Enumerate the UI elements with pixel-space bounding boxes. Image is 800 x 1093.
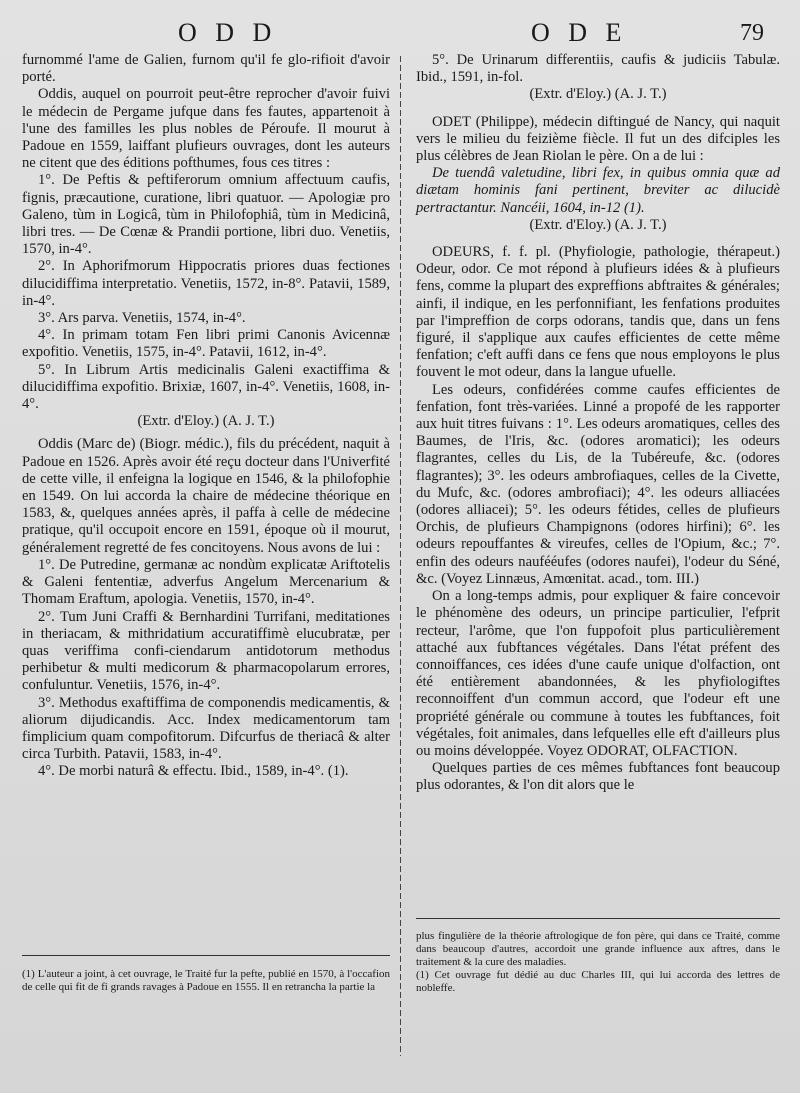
oddis-work-1: 1°. De Peftis & peftiferorum omnium affectuum caufis, fignis, præcautione, curatione, libri quatuor. — Apologiæ pro Galeno, tùm in Logicâ, tùm in Philofophiâ, tùm in Medicinâ, libri tres. — De Cœnæ & Prandii portione, libri duo. Venetiis, 1570, in-4°. [22,172,390,258]
oddis-work-2: 2°. In Aphorifmorum Hippocratis priores duas fectiones dilucidiffima interpretatio. Venetiis, 1572, in-8°. Patavii, 1589, in-4°. [22,258,390,309]
right-column [416,52,780,795]
urinarum-work: 5°. De Urinarum differentiis, caufis & judiciis Tabulæ. Ibid., 1591, in-fol. [416,52,780,86]
running-head-right: O D E [531,18,628,47]
running-head [0,18,800,52]
page-number: 79 [740,20,764,46]
right-footnote-rule [416,918,780,919]
odeurs-paragraph-4: Quelques parties de ces mêmes fubftances font beaucoup plus odorantes, & l'on dit alors que le [416,760,780,794]
left-footnote-text: (1) L'auteur a joint, à cet ouvrage, le Traité fur la pefte, publié en 1570, à l'occafion de celle qui fit de fi grands ravages à Padoue en 1555. Il en retrancha la partie la [22,968,390,993]
marc-work-3: 3°. Methodus exaftiffima de componendis medicamentis, & aliorum dijudicandis. Acc. Index medicamentorum tam fimplicium quam compofitorum. Difcurfus de theriacâ & alter circa Turbith. Patavii, 1583, in-4°. [22,694,390,763]
right-footnote-continued: plus fingulière de la théorie aftrologique de fon père, qui dans ce Traité, comme dans beaucoup d'autres, accordoit une grande influence aux aftres, dans le traitement & la cure des maladies. [416,930,780,968]
running-head-left: O D D [178,18,278,47]
odet-entry: ODET (Philippe), médecin diftingué de Nancy, qui naquit vers le milieu du feizième fiècle. Il fut un des difciples les plus célèbres de Jean Riolan le père. On a de lui : [416,113,780,165]
left-footnote-rule [22,955,390,956]
marc-work-2: 2°. Tum Juni Craffi & Bernhardini Turrifani, meditationes in theriacam, & mithridatium accuratiffimè elucubratæ, per quas veriffima confi-ciendarum antidotorum methodus perhibetur & multi medicorum & pharmacopolarum errores, confuluntur. Venetiis, 1576, in-4°. [22,608,390,694]
oddis-reference: (Extr. d'Eloy.) (A. J. T.) [137,413,275,430]
urinarum-reference: (Extr. d'Eloy.) (A. J. T.) [529,86,667,103]
odet-reference: (Extr. d'Eloy.) (A. J. T.) [529,216,667,233]
column-divider [400,56,401,1056]
oddis-work-5: 5°. In Librum Artis medicinalis Galeni exactiffima & dilucidiffima expofitio. Brixiæ, 1607, in-4°. Venetiis, 1608, in-4°. [22,361,390,413]
oddis-work-4: 4°. In primam totam Fen libri primi Canonis Avicennæ expofitio. Venetiis, 1575, in-4°. Patavii, 1612, in-4°. [22,327,390,361]
right-footnotes [416,930,780,995]
odeurs-paragraph-3: On a long-temps admis, pour expliquer & faire concevoir le phénomène des odeurs, un principe particulier, l'efprit recteur, l'arôme, que l'on fuppofoit plus particulièrement attaché aux fubftances végétales. Dans l'état préfent des connoiffances, ces idées d'une caufe unique d'olfaction, ont été entièrement abandonnées, & les phyfiologiftes reconnoiffent d'un commun accord, que l'odeur eft une propriété générale ou commune à toutes les fubftances, foit végétales, foit animales, dans lefquelles elle eft d'ailleurs plus ou moins développée. Voyez ODORAT, OLFACTION. [416,588,780,759]
odeurs-entry: ODEURS, f. f. pl. (Phyfiologie, pathologie, thérapeut.) Odeur, odor. Ce mot répond à plufieurs idées & à plufieurs fens, comme la plupart des expreffions abftraites & générales; ainfi, il indique, en les perfonnifiant, les fenfations produites par l'impreffion de corps odorans, tandis que, dans un fens figuré, il s'applique aux caufes efficientes de cette même fenfation; c'eft auffi dans ce fens que nous employons le plus fouvent le mot odeur, dans la langue ufuelle. [416,244,780,381]
left-footnote [22,968,390,994]
marc-work-1: 1°. De Putredine, germanæ ac nondùm explicatæ Ariftotelis & Galeni fententiæ, adverfus Angelum Mercenarium & Thomam Eraftum, apologia. Venetiis, 1570, in-4°. [22,556,390,608]
right-footnote-1: (1) Cet ouvrage fut dédié au duc Charles III, qui lui accorda des lettres de nobleffe. [416,969,780,994]
oddis-work-3: 3°. Ars parva. Venetiis, 1574, in-4°. [38,310,246,327]
oddis-paragraph: Oddis, auquel on pourroit peut-être reprocher d'avoir fuivi le médecin de Pergame jufque dans fes fautes, appartenoit à l'une des familles les plus nobles de Péroufe. Il mourut à Padoue en 1559, laiffant plufieurs ouvrages, dont les auteurs ne citent que des éditions pofthumes, fous ces titres : [22,86,390,172]
marc-work-4: 4°. De morbi naturâ & effectu. Ibid., 1589, in-4°. (1). [38,763,349,780]
left-column [22,52,390,781]
marc-oddis-entry: Oddis (Marc de) (Biogr. médic.), fils du précédent, naquit à Padoue en 1526. Après avoir été reçu docteur dans l'Univerfité de cette ville, il enfeigna la logique en 1546, & la philofophie en 1549. On lui accorda la chaire de médecine théorique en 1583, &, quelques années après, il paffa à celle de médecine pratique, qu'il occupoit encore en 1591, époque où il mourut, généralement regretté de fes concitoyens. Nous avons de lui : [22,436,390,556]
left-intro: furnommé l'ame de Galien, furnom qu'il fe glo-rifioit d'avoir porté. [22,52,390,86]
odet-work: De tuendâ valetudine, libri fex, in quibus omnia quæ ad diætam hominis fani pertinent, breviter ac dilucidè pertractantur. Nancéii, 1604, in-12 (1). [416,165,780,216]
odeurs-paragraph-2: Les odeurs, confidérées comme caufes efficientes de fenfation, font très-variées. Linné a propofé de les rapporter aux huit titres fuivans : 1°. Les odeurs aromatiques, celles des Baumes, de l'Iris, &c. (odores aromatici); les odeurs flagrantes, celles du Lis, de la Tubéreufe, &c. (odores flagrantes); 3°. les odeurs ambrofiaques, celles de la Civette, du Mufc, &c. (odores ambrofiaci); 4°. les odeurs alliacées (odores alliacei); 5°. les odeurs fétides, celles de plufieurs Orchis, de plufieurs Champignons (odores hirfini); 6°. les odeurs repouffantes & vireufes, celles de l'Opium, &c.; 7°. enfin des odeurs naufééufes (odores naufei), l'odeur du Séné, &c. (Voyez Linnæus, Amœnitat. acad., tom. III.) [416,381,780,587]
